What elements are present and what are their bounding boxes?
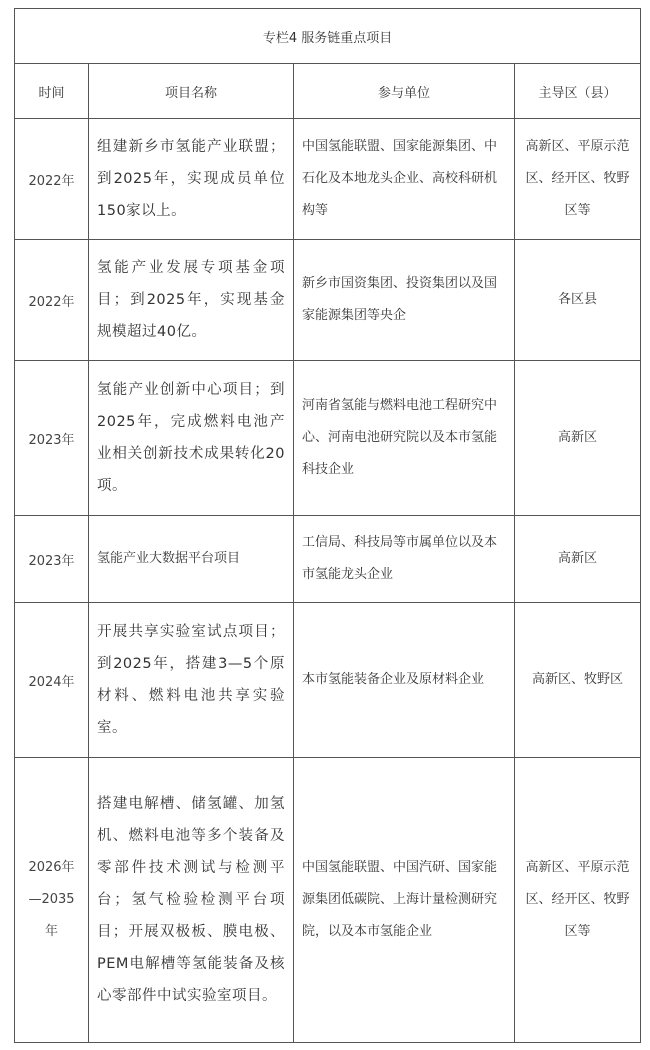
row-time xyxy=(15,758,89,1043)
row-participants: 工信局、科技局等市属单位以及本市氢能龙头企业 xyxy=(294,516,515,603)
header-row xyxy=(15,64,641,119)
table-row xyxy=(15,119,641,240)
table-row xyxy=(15,758,641,1043)
row-lead-district: 高新区 xyxy=(515,516,641,603)
row-project-name: 氢能产业发展专项基金项目；到2025年，实现基金规模超过40亿。 xyxy=(89,240,294,361)
row-project-name: 氢能产业大数据平台项目 xyxy=(89,516,294,603)
row-participants: 本市氢能装备企业及原材料企业 xyxy=(294,603,515,758)
table-row xyxy=(15,240,641,361)
row-time-line: —2035 xyxy=(28,892,75,907)
header-lead-district: 主导区（县） xyxy=(515,64,641,119)
row-time: 2022年 xyxy=(15,240,89,361)
row-lead-district: 高新区、牧野区 xyxy=(515,603,641,758)
table-title: 专栏4 服务链重点项目 xyxy=(15,9,641,64)
row-time: 2024年 xyxy=(15,603,89,758)
service-chain-table xyxy=(14,8,641,1043)
row-lead-district: 高新区 xyxy=(515,361,641,516)
row-time: 2023年 xyxy=(15,361,89,516)
row-participants: 新乡市国资集团、投资集团以及国家能源集团等央企 xyxy=(294,240,515,361)
row-project-name: 开展共享实验室试点项目；到2025年，搭建3—5个原材料、燃料电池共享实验室。 xyxy=(89,603,294,758)
row-participants: 中国氢能联盟、中国汽研、国家能源集团低碳院、上海计量检测研究院，以及本市氢能企业 xyxy=(294,758,515,1043)
table-row xyxy=(15,516,641,603)
row-project-name: 氢能产业创新中心项目；到2025年，完成燃料电池产业相关创新技术成果转化20项。 xyxy=(89,361,294,516)
row-time-line: 年 xyxy=(44,924,58,939)
row-time: 2022年 xyxy=(15,119,89,240)
table-wrapper xyxy=(14,8,640,1043)
row-time: 2023年 xyxy=(15,516,89,603)
header-participants: 参与单位 xyxy=(294,64,515,119)
row-lead-district: 高新区、平原示范区、经开区、牧野区等 xyxy=(515,119,641,240)
row-lead-district: 各区县 xyxy=(515,240,641,361)
row-project-name: 组建新乡市氢能产业联盟；到2025年，实现成员单位150家以上。 xyxy=(89,119,294,240)
row-participants: 中国氢能联盟、国家能源集团、中石化及本地龙头企业、高校科研机构等 xyxy=(294,119,515,240)
header-time: 时间 xyxy=(15,64,89,119)
table-row xyxy=(15,603,641,758)
row-lead-district: 高新区、平原示范区、经开区、牧野区等 xyxy=(515,758,641,1043)
row-project-name: 搭建电解槽、储氢罐、加氢机、燃料电池等多个装备及零部件技术测试与检测平台；氢气检验检测平台项目；开展双极板、膜电极、PEM电解槽等氢能装备及核心零部件中试实验室项目。 xyxy=(89,758,294,1043)
header-project-name: 项目名称 xyxy=(89,64,294,119)
row-participants: 河南省氢能与燃料电池工程研究中心、河南电池研究院以及本市氢能科技企业 xyxy=(294,361,515,516)
table-row xyxy=(15,361,641,516)
row-time-line: 2026年 xyxy=(28,860,75,875)
